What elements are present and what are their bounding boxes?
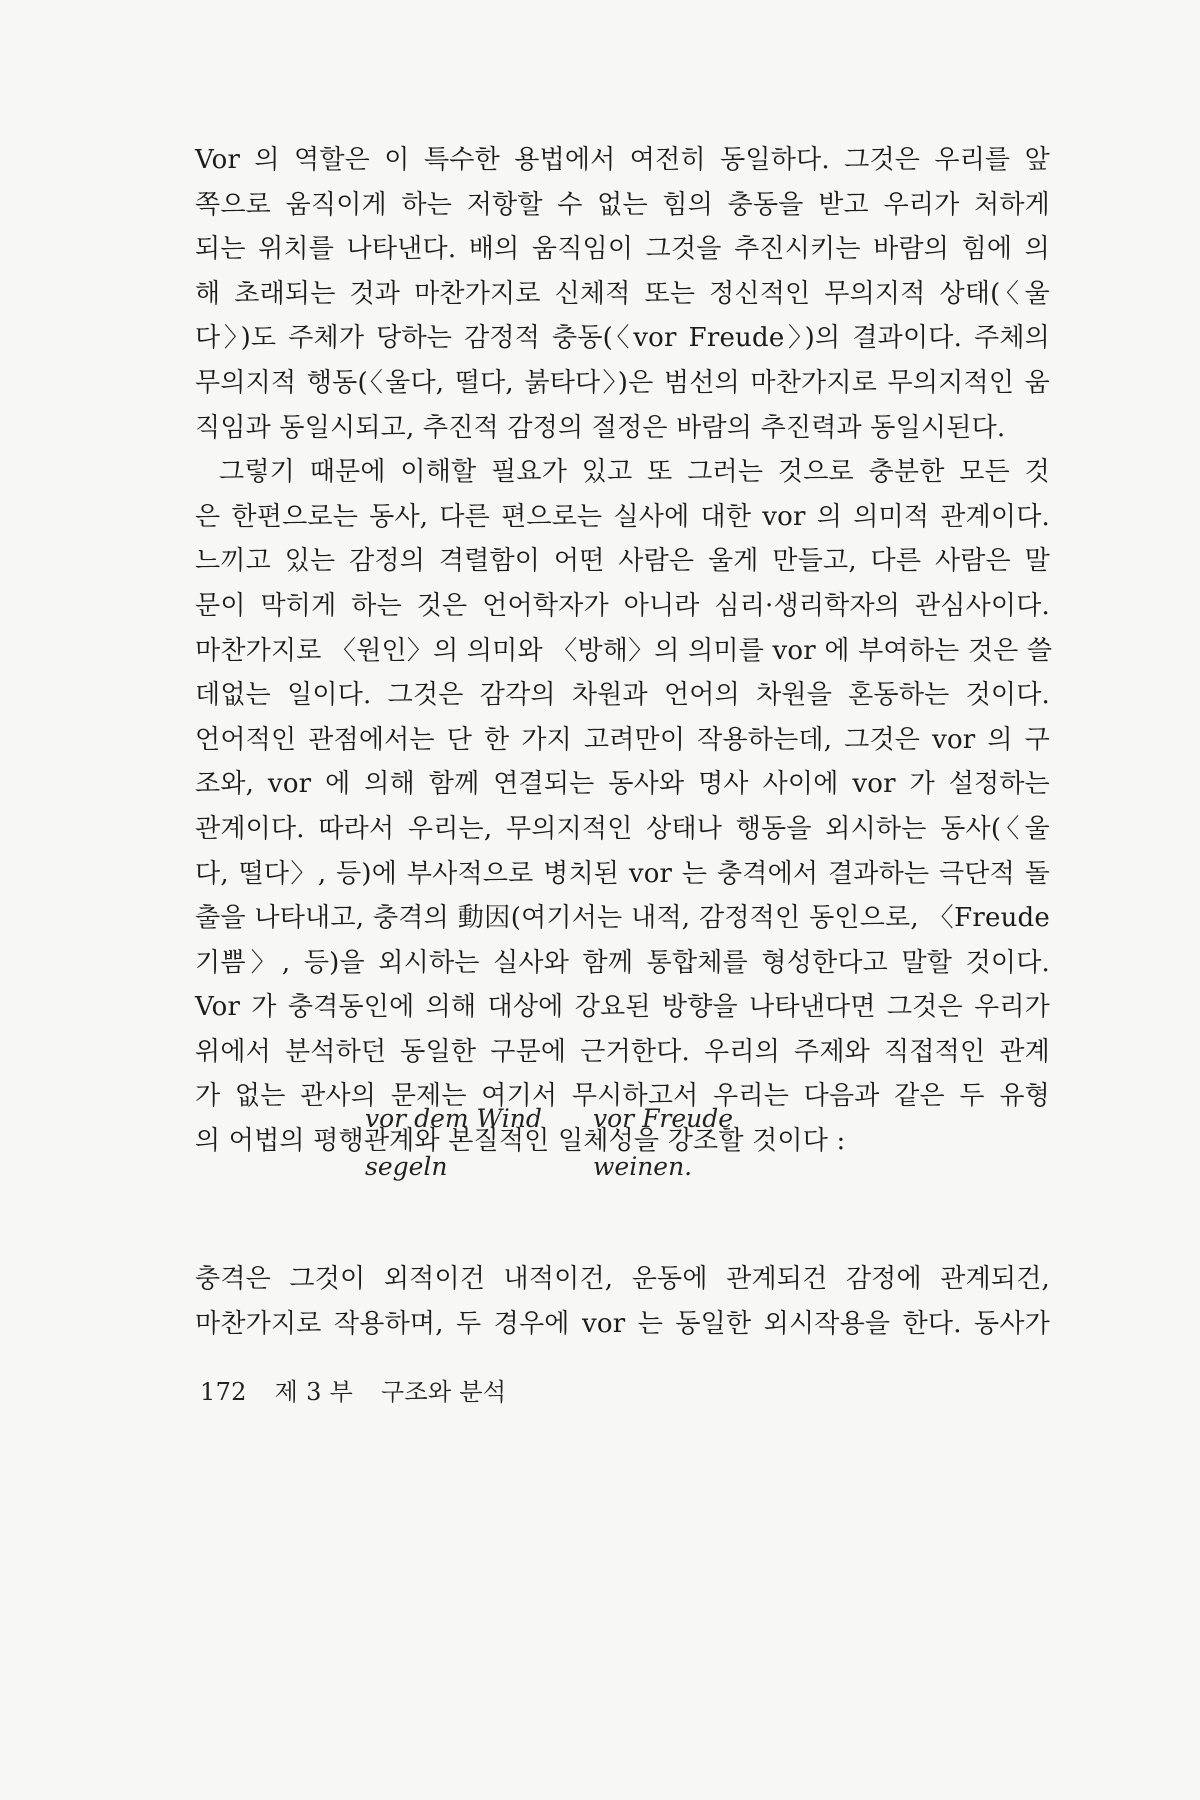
text-line: 가 없는 관사의 문제는 여기서 무시하고서 우리는 다음과 같은 두 유형	[195, 1081, 1050, 1112]
main-text	[195, 138, 1053, 1164]
text-line: 위에서 분석하던 동일한 구문에 근거한다. 우리의 주제와 직접적인 관계	[195, 1036, 1050, 1067]
example-right-text: weinen.	[593, 1152, 693, 1181]
text-line: 언어적인 관점에서는 단 한 가지 고려만이 작용하는데, 그것은 vor 의 구	[195, 724, 1050, 755]
final-paragraph	[195, 1257, 1050, 1346]
text-line: 충격은 그것이 외적이건 내적이건, 운동에 관계되건 감정에 관계되건,	[195, 1264, 1050, 1294]
text-line: 느끼고 있는 감정의 격렬함이 어떤 사람은 울게 만들고, 다른 사람은 말	[195, 546, 1050, 577]
text-line: 쪽으로 움직이게 하는 저항할 수 없는 힘의 충동을 받고 우리가 처하게	[195, 189, 1050, 220]
text-line: 무의지적 행동(〈울다, 떨다, 붉타다〉)은 범선의 마찬가지로 무의지적인 움	[195, 367, 1050, 398]
text-line: 은 한편으로는 동사, 다른 편으로는 실사에 대한 vor 의 의미적 관계이다.	[195, 501, 1050, 532]
example-row-1	[365, 1095, 795, 1143]
text-line: 마찬가지로 〈원인〉의 의미와 〈방해〉의 의미를 vor 에 부여하는 것은 쓸	[195, 635, 1053, 666]
text-line: 문이 막히게 하는 것은 언어학자가 아니라 심리·생리학자의 관심사이다.	[195, 590, 1050, 621]
text-line: 되는 위치를 나타낸다. 배의 움직임이 그것을 추진시키는 바람의 힘에 의	[195, 234, 1050, 265]
page-footer	[200, 1372, 526, 1407]
page-number: 172	[200, 1378, 247, 1406]
text-line: 출을 나타내고, 충격의 動因(여기서는 내적, 감정적인 동인으로, 〈Freude	[195, 903, 1050, 934]
text-line: 그렇기 때문에 이해할 필요가 있고 또 그러는 것으로 충분한 모든 것	[219, 457, 1050, 488]
paragraph-1	[195, 138, 1050, 450]
text-line: 다, 떨다〉, 등)에 부사적으로 병치된 vor 는 충격에서 결과하는 극단적 돌	[195, 858, 1050, 889]
text-line: 의 어법의 평행관계와 본질적인 일체성을 강조할 것이다 :	[195, 1126, 846, 1157]
text-line: 관계이다. 따라서 우리는, 무의지적인 상태나 행동을 외시하는 동사(〈울	[195, 813, 1050, 844]
text-line: 직임과 동일시되고, 추진적 감정의 절정은 바람의 추진력과 동일시된다.	[195, 412, 1006, 443]
text-line: 데없는 일이다. 그것은 감각의 차원과 언어의 차원을 혼동하는 것이다.	[195, 680, 1050, 711]
text-line: 해 초래되는 것과 마찬가지로 신체적 또는 정신적인 무의지적 상태(〈울	[195, 278, 1050, 309]
text-line: Vor 의 역할은 이 특수한 용법에서 여전히 동일하다. 그것은 우리를 앞	[195, 145, 1050, 175]
example-left-text: segeln	[365, 1152, 448, 1181]
text-line: 조와, vor 에 의해 함께 연결되는 동사와 명사 사이에 vor 가 설정하는	[195, 769, 1050, 800]
part-label: 제 3 부	[274, 1378, 354, 1406]
example-right-text: vor Freude	[593, 1104, 734, 1133]
text-line: 다〉)도 주체가 당하는 감정적 충동(〈vor Freude〉)의 결과이다. 주체의	[195, 323, 1050, 354]
text-line: 마찬가지로 작용하며, 두 경우에 vor 는 동일한 외시작용을 한다. 동사가	[195, 1308, 1050, 1339]
example-left-text: vor dem Wind	[365, 1104, 542, 1133]
chapter-title: 구조와 분석	[381, 1378, 507, 1406]
example-row-2	[365, 1143, 795, 1191]
text-line: Vor 가 충격동인에 의해 대상에 강요된 방향을 나타낸다면 그것은 우리가	[195, 992, 1050, 1023]
example-block	[365, 1095, 795, 1191]
paragraph-2	[195, 450, 1053, 1164]
text-line: 기쁨〉, 등)을 외시하는 실사와 함께 통합체를 형성한다고 말할 것이다.	[195, 947, 1050, 978]
